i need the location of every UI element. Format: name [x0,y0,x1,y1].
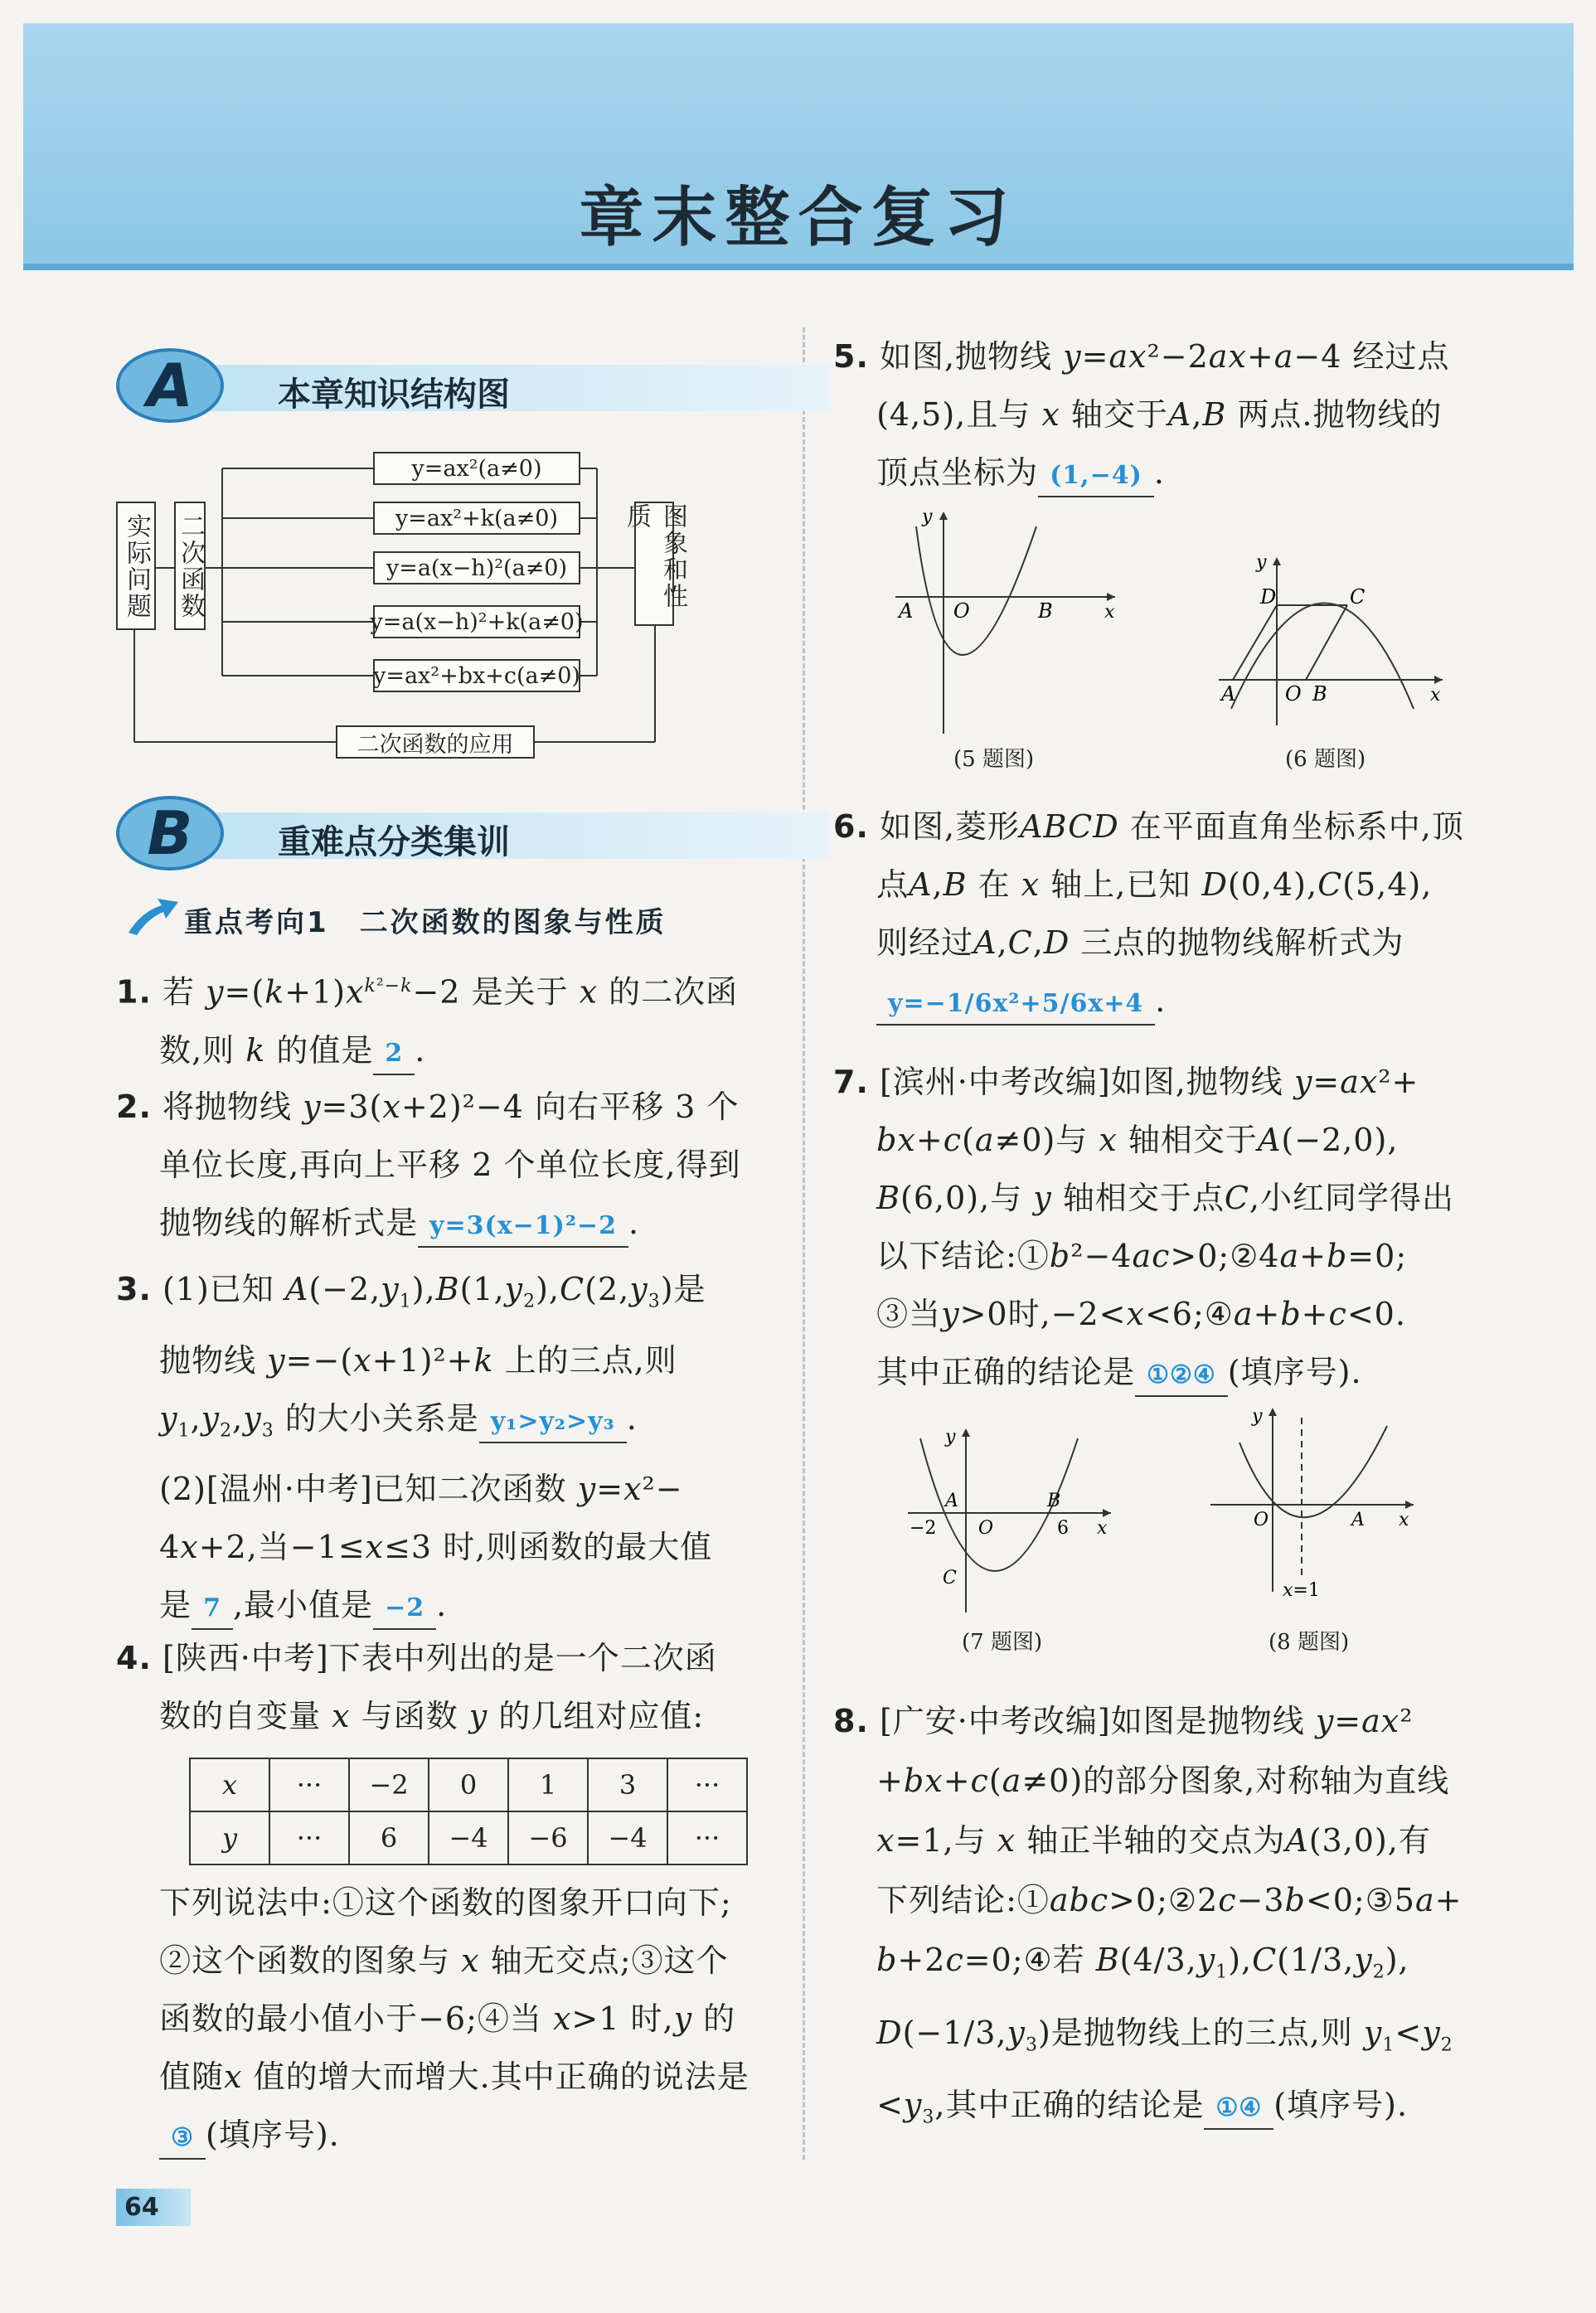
q2-answer: y=3(x−1)²−2 [418,1206,628,1248]
form-5: y=ax²+bx+c(a≠0) [373,659,580,692]
svg-text:A: A [899,599,914,623]
svg-text:D: D [1260,585,1277,609]
svg-text:O: O [1285,682,1302,706]
svg-text:y: y [922,507,933,527]
figure-8 [1206,1401,1430,1617]
question-2: 2. 将抛物线 y=3(x+2)²−4 向右平移 3 个 单位长度,再向上平移 2 个单位长度,得到 抛物线的解析式是 y=3(x−1)²−2 . [116,1078,779,1252]
column-divider [803,327,805,2160]
q4-answer: ③ [159,2118,206,2160]
q7-answer: ①②④ [1135,1355,1228,1397]
form-1: y=ax²(a≠0) [373,452,580,485]
table-row-x: x ··· −2 0 1 3 ··· [190,1758,747,1811]
question-4-statements: 下列说法中:①这个函数的图象开口向下; ②这个函数的图象与 x 轴无交点;③这个 函数的最小值小于−6;④当 x>1 时,y 的 值随x 值的增大而增大.其中正确的说法是 ③ (填序号). [116,1874,779,2164]
svg-text:6: 6 [1057,1518,1069,1539]
question-1: 1. 若 $y=(k+1)x^{k^2-k}-2$ 是关于 x 的二次函 数,则 k 的值是 2 . [116,958,779,1079]
svg-text:x=1: x=1 [1283,1580,1320,1601]
form-2: y=ax²+k(a≠0) [373,502,580,535]
figure-6 [1215,547,1455,738]
svg-text:A: A [945,1491,958,1511]
section-a-letter: A [116,348,224,423]
box-quadratic-function: 二次函数 [174,502,206,630]
svg-text:O: O [1254,1510,1269,1530]
question-3: 3. (1)已知 $A(-2,y_1),B(1,y_2),C(2,y_3)$是 抛物线 y=−(x+1)²+k 上的三点,则 $y_1,y_2,y_3$ 的大小关系是 y₁>y₂>y₃ . (2)[温州·中考]已知二次函数 y=x²− 4x+2,当−1≤x≤3 时,则函数的最大值 是 7 ,最小值是 −2 . [116,1260,779,1634]
svg-text:B: B [1312,682,1327,706]
question-6: 6. 如图,菱形ABCD 在平面直角坐标系中,顶 点A,B 在 x 轴上,已知 D(0,4),C(5,4), 则经过A,C,D 三点的抛物线解析式为 y=−1/6x²+5/6x+4 . [833,798,1521,1030]
caption-fig6: (6 题图) [1285,747,1366,772]
q3-answer-1: y₁>y₂>y₃ [479,1402,627,1443]
svg-text:x: x [1399,1510,1409,1530]
section-a-header [116,348,829,423]
form-4: y=a(x−h)²+k(a≠0) [373,605,580,638]
q5-answer: (1,−4) [1038,456,1154,497]
caption-fig8: (8 题图) [1269,1630,1350,1655]
table-row-y: y ··· 6 −4 −6 −4 ··· [190,1811,747,1864]
svg-text:O: O [953,599,970,623]
q6-answer: y=−1/6x²+5/6x+4 [876,984,1155,1026]
svg-text:y: y [1252,1406,1263,1427]
svg-text:−2: −2 [910,1518,937,1539]
svg-text:y: y [945,1427,956,1447]
q3-answer-min: −2 [373,1588,436,1630]
page-number: 64 [116,2189,191,2226]
figure-5 [887,502,1128,742]
box-applications: 二次函数的应用 [336,725,535,759]
figure-7 [900,1422,1123,1621]
knowledge-structure-diagram [116,423,687,771]
q8-answer: ①④ [1204,2088,1273,2130]
box-practical-problem: 实际问题 [116,502,156,630]
q3-answer-max: 7 [192,1588,233,1630]
header-rule [23,264,1574,270]
caption-fig7: (7 题图) [962,1630,1043,1655]
svg-text:A: A [1351,1510,1365,1530]
svg-text:y: y [1256,552,1267,573]
svg-text:x: x [1104,602,1115,623]
svg-text:x: x [1430,685,1441,706]
question-7: 7. [滨州·中考改编]如图,抛物线 y=ax²+ bx+c(a≠0)与 x 轴相交于A(−2,0), B(6,0),与 y 轴相交于点C,小红同学得出 以下结论:①b²−4ac>0;②4a+b=0; ③当y>0时,−2<x<6;④a+b+c<0. 其中正确的结论是 ①②④ (填序号). [833,1053,1521,1401]
svg-text:B: B [1047,1491,1061,1511]
section-b-title: 重难点分类集训 [278,823,510,861]
section-a-title: 本章知识结构图 [278,376,510,414]
svg-text:x: x [1097,1518,1108,1539]
question-4: 4. [陕西·中考]下表中列出的是一个二次函 数的自变量 x 与函数 y 的几组对应值: [116,1640,717,1734]
arrow-icon [124,895,182,937]
focus-heading: 重点考向1 二次函数的图象与性质 [184,906,667,939]
section-b-header [116,796,829,870]
caption-fig5: (5 题图) [953,747,1035,772]
svg-text:B: B [1038,599,1053,623]
svg-text:C: C [943,1568,957,1588]
value-table [189,1758,748,1865]
page-title: 章末整合复习 [579,181,1017,255]
question-8: 8. [广安·中考改编]如图是抛物线 y=ax² +bx+c(a≠0)的部分图象,对称轴为直线 x=1,与 x 轴正半轴的交点为A(3,0),有 下列结论:①abc>0;②2c−3b<0;③5a+ b+2c=0;④若 $B(4/3,y_1),C(1/3,y_2)$, $D(-1/3,y_3)$是抛物线上的三点,则 $y_1<y_2$ $<y_3$,其中正确的结论是 ①④ (填序号). [833,1691,1521,2148]
q1-answer: 2 [373,1034,415,1075]
svg-text:C: C [1350,585,1366,609]
box-graph-properties: 图象和性质 [634,502,674,626]
question-5: 5. 如图,抛物线 y=ax²−2ax+a−4 经过点 (4,5),且与 x 轴交于A,B 两点.抛物线的 顶点坐标为 (1,−4) . [833,327,1521,502]
svg-text:A: A [1221,682,1236,706]
svg-text:O: O [978,1518,994,1539]
section-b-letter: B [116,796,224,870]
form-3: y=a(x−h)²(a≠0) [373,551,580,584]
